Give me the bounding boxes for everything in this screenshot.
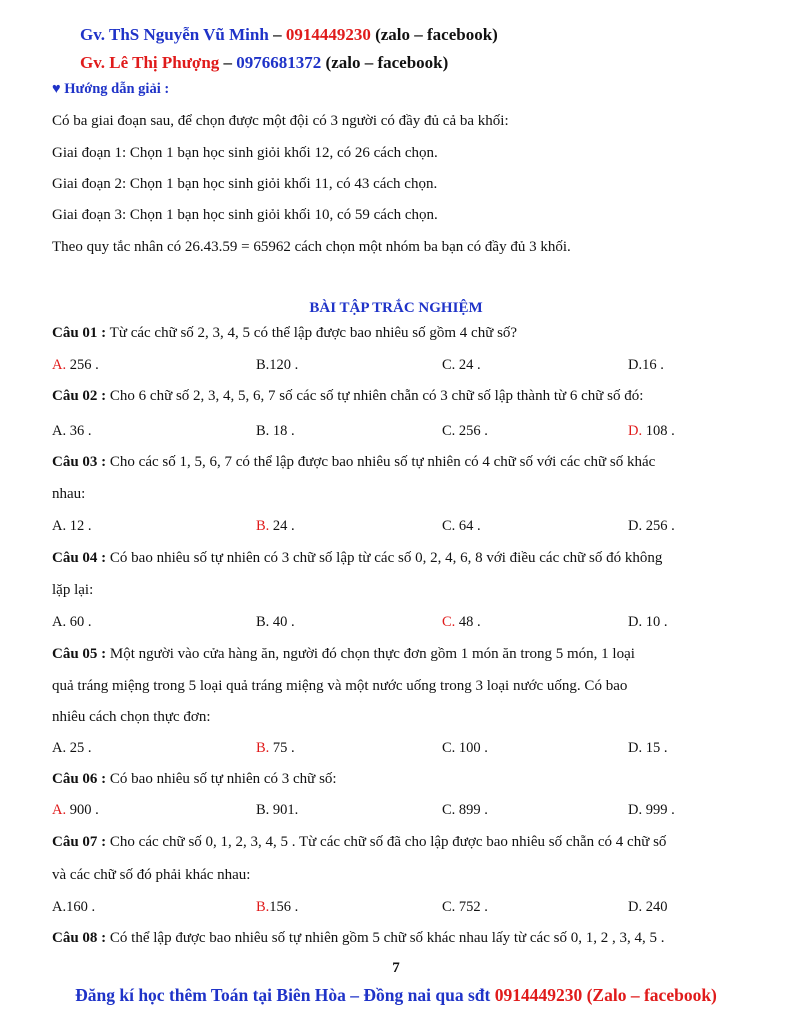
answer-option-c [442,423,488,440]
answer-option-a [52,740,91,757]
solution-line: Giai đoạn 2: Chọn 1 bạn học sinh giỏi khối 11, có 43 cách chọn. [52,176,438,192]
answer-value: 16 . [642,357,664,373]
solution-guide-heading [52,81,169,98]
answer-option-d [628,740,667,757]
question-label: Câu 05 : [52,646,107,662]
answer-option-b [256,802,298,819]
answer-letter: A. [52,802,67,818]
answer-option-c [442,614,481,631]
answer-option-a [52,802,99,819]
question-5-line [52,646,635,663]
question-text: Cho các chữ số 0, 1, 2, 3, 4, 5 . Từ các chữ số đã cho lập được bao nhiêu số chẵn có 4 chữ số [106,834,667,850]
answer-option-c [442,357,481,374]
question-label: Câu 04 : [52,550,107,566]
answer-value: 120 . [269,357,299,373]
header-line-2 [80,53,448,73]
question-3-line [52,454,655,471]
answer-option-b [256,740,295,757]
question-5-line [52,709,211,726]
question-text: quả tráng miệng trong 5 loại quả tráng miệng và một nước uống trong 3 loại nước uống. Có bao [52,678,628,694]
question-7-line [52,867,250,884]
question-3-line [52,486,85,503]
question-6-line [52,771,337,788]
footer [0,985,792,1006]
question-text: lặp lại: [52,582,94,598]
answer-letter: B. [256,357,270,373]
question-text: Có bao nhiêu số tự nhiên có 3 chữ số lập từ các số 0, 2, 4, 6, 8 với điều các chữ số đó không [106,550,663,566]
question-text: Một người vào cửa hàng ăn, người đó chọn thực đơn gồm 1 món ăn trong 5 món, 1 loại [106,646,635,662]
answer-letter: A. [52,518,67,534]
answer-letter: A. [52,614,67,630]
answer-option-d [628,802,675,819]
answer-value: 752 . [455,899,488,915]
answer-letter: A. [52,357,67,373]
answer-letter: C. [442,740,456,756]
question-text: Cho các số 1, 5, 6, 7 có thể lập được bao nhiêu số tự nhiên có 4 chữ số với các chữ số khác [106,454,656,470]
answer-letter: C. [442,518,456,534]
answer-value: 18 . [269,423,295,439]
answer-value: 108 . [642,423,675,439]
answer-option-a [52,357,99,374]
answer-letter: A. [52,423,67,439]
answer-letter: A. [52,899,67,915]
teacher-phone-1: 0914449230 [285,25,371,44]
answer-option-c [442,740,488,757]
heart-icon: ♥ [52,81,61,97]
answer-letter: D. [628,423,643,439]
answer-option-d [628,614,667,631]
answer-letter: C. [442,802,456,818]
answer-option-b [256,899,298,916]
question-label: Câu 01 : [52,325,107,341]
answer-letter: B. [256,802,270,818]
question-text: Có bao nhiêu số tự nhiên có 3 chữ số: [106,771,337,787]
question-7-line [52,834,666,851]
answer-letter: D. [628,740,643,756]
answer-value: 901. [269,802,299,818]
answer-value: 240 [642,899,668,915]
answer-option-d [628,518,675,535]
answer-letter: B. [256,518,270,534]
separator: – [268,25,286,44]
question-text: nhau: [52,486,86,502]
answer-value: 60 . [66,614,92,630]
answer-letter: D. [628,518,643,534]
question-label: Câu 08 : [52,930,107,946]
answer-letter: C. [442,614,456,630]
solution-line: Giai đoạn 3: Chọn 1 bạn học sinh giỏi khối 10, có 59 cách chọn. [52,207,438,223]
footer-phone: 0914449230 (Zalo – facebook) [494,985,717,1005]
question-text: Cho 6 chữ số 2, 3, 4, 5, 6, 7 số các số tự nhiên chẵn có 3 chữ số lập thành từ 6 chữ số đó: [106,388,644,404]
answer-letter: C. [442,357,456,373]
answer-value: 24 . [455,357,481,373]
answer-value: 160 . [66,899,96,915]
section-title: BÀI TẬP TRẮC NGHIỆM [309,300,483,316]
answer-option-c [442,802,488,819]
answer-value: 75 . [269,740,295,756]
answer-letter: B. [256,899,270,915]
question-4-line [52,550,662,567]
answer-option-c [442,899,488,916]
answer-letter: D. [628,614,643,630]
teacher-social-2: (zalo – facebook) [321,53,449,72]
answer-option-a [52,899,95,916]
question-label: Câu 02 : [52,388,107,404]
answer-option-d [628,899,667,916]
question-text: Từ các chữ số 2, 3, 4, 5 có thể lập được bao nhiêu số gồm 4 chữ số? [106,325,518,341]
answer-value: 999 . [642,802,675,818]
question-label: Câu 03 : [52,454,107,470]
answer-option-b [256,518,295,535]
question-2-line [52,388,643,405]
answer-option-d [628,357,664,374]
separator: – [219,53,237,72]
question-label: Câu 07 : [52,834,107,850]
answer-letter: C. [442,899,456,915]
guide-label: Hướng dẫn giải : [60,81,170,97]
answer-option-a [52,614,91,631]
question-text: Có thể lập được bao nhiêu số tự nhiên gồm 5 chữ số khác nhau lấy từ các số 0, 1, 2 , 3, 4, 5 . [106,930,665,946]
answer-letter: C. [442,423,456,439]
answer-value: 256 . [642,518,675,534]
answer-value: 256 . [66,357,99,373]
page-number: 7 [392,960,400,976]
answer-letter: D. [628,899,643,915]
teacher-name-2: Gv. Lê Thị Phượng [80,53,220,72]
answer-value: 256 . [455,423,488,439]
answer-value: 100 . [455,740,488,756]
solution-line: Giai đoạn 1: Chọn 1 bạn học sinh giỏi khối 12, có 26 cách chọn. [52,145,438,161]
answer-letter: B. [256,740,270,756]
answer-letter: A. [52,740,67,756]
answer-value: 10 . [642,614,668,630]
answer-value: 899 . [455,802,488,818]
teacher-phone-2: 0976681372 [236,53,322,72]
question-8-line [52,930,664,947]
question-label: Câu 06 : [52,771,107,787]
answer-option-a [52,423,91,440]
solution-line: Theo quy tắc nhân có 26.43.59 = 65962 cách chọn một nhóm ba bạn có đầy đủ 3 khối. [52,239,571,255]
question-text: và các chữ số đó phải khác nhau: [52,867,251,883]
answer-value: 40 . [269,614,295,630]
question-1-line [52,325,517,342]
answer-letter: D. [628,357,643,373]
teacher-social-1: (zalo – facebook) [370,25,498,44]
answer-option-b [256,423,295,440]
answer-option-a [52,518,91,535]
answer-letter: B. [256,423,270,439]
answer-letter: B. [256,614,270,630]
solution-line: Có ba giai đoạn sau, để chọn được một đội có 3 người có đầy đủ cả ba khối: [52,113,509,129]
answer-value: 64 . [455,518,481,534]
teacher-name-1: Gv. ThS Nguyễn Vũ Minh [80,25,269,44]
answer-option-c [442,518,481,535]
answer-value: 15 . [642,740,668,756]
answer-option-d [628,423,675,440]
answer-value: 156 . [269,899,299,915]
question-5-line [52,678,627,695]
answer-value: 36 . [66,423,92,439]
answer-value: 900 . [66,802,99,818]
answer-value: 48 . [455,614,481,630]
footer-text: Đăng kí học thêm Toán tại Biên Hòa – Đồng nai qua sđt [75,985,495,1005]
answer-value: 25 . [66,740,92,756]
answer-value: 24 . [269,518,295,534]
header-line-1 [80,25,498,45]
answer-value: 12 . [66,518,92,534]
answer-option-b [256,357,298,374]
answer-option-b [256,614,295,631]
answer-letter: D. [628,802,643,818]
question-text: nhiêu cách chọn thực đơn: [52,709,211,725]
question-4-line [52,582,93,599]
